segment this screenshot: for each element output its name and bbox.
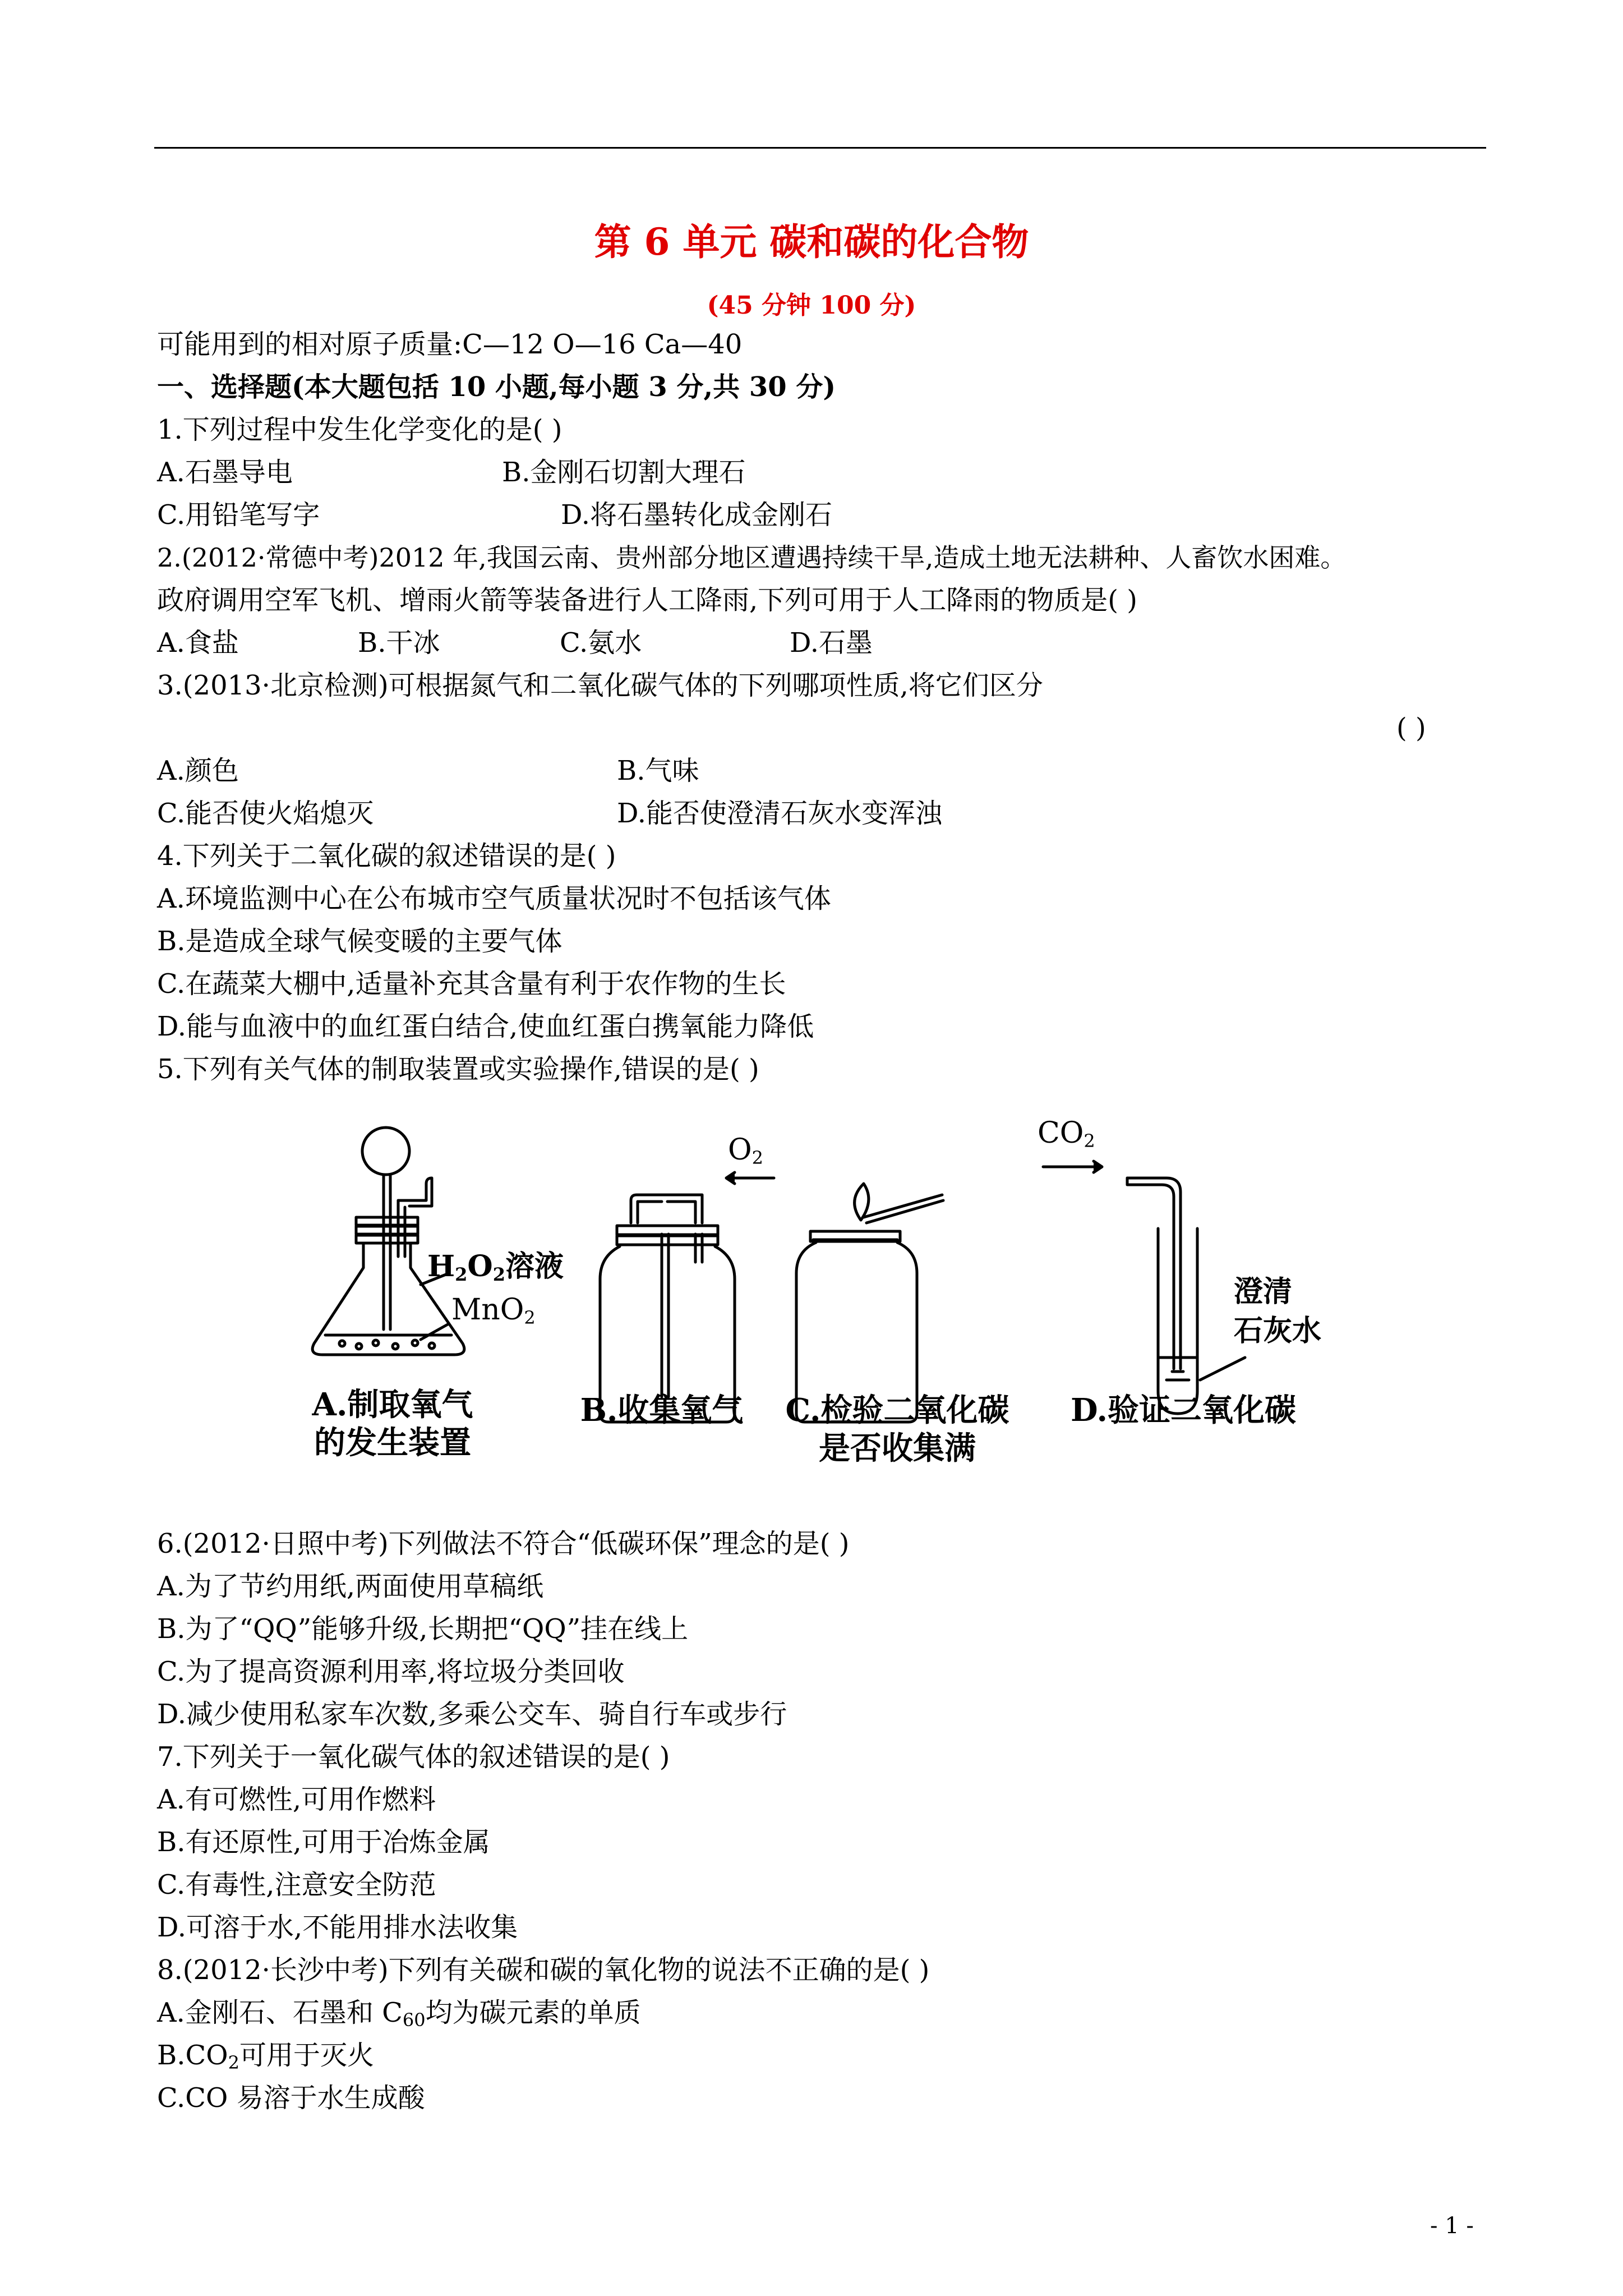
q2-option-a: A.食盐 [157, 627, 239, 659]
q3-option-b: B.气味 [617, 755, 699, 786]
section-heading: 一、选择题(本大题包括 10 小题,每小题 3 分,共 30 分) [157, 371, 836, 403]
q3-option-c: C.能否使火焰熄灭 [157, 798, 374, 829]
page-title: 第 6 单元 碳和碳的化合物 [594, 220, 1029, 264]
q4-option-d: D.能与血液中的血红蛋白结合,使血红蛋白携氧能力降低 [157, 1011, 814, 1042]
q3-answer-paren: ( ) [1396, 712, 1426, 744]
q2-line1: 2.(2012·常德中考)2012 年,我国云南、贵州部分地区遭遇持续干旱,造成土地无法耕种、人畜饮水困难。 [157, 542, 1347, 573]
q6-option-d: D.减少使用私家车次数,多乘公交车、骑自行车或步行 [157, 1699, 787, 1730]
q1-stem: 1.下列过程中发生化学变化的是( ) [157, 414, 562, 445]
header-rule [154, 147, 1486, 149]
q3-option-d: D.能否使澄清石灰水变浑浊 [617, 798, 943, 829]
q1-option-c: C.用铅笔写字 [157, 499, 320, 531]
q6-option-b: B.为了“QQ”能够升级,长期把“QQ”挂在线上 [157, 1613, 689, 1645]
limewater-label-2: 石灰水 [1234, 1314, 1322, 1348]
q2-line2: 政府调用空军飞机、增雨火箭等装备进行人工降雨,下列可用于人工降雨的物质是( ) [157, 585, 1137, 616]
q2-option-c: C.氨水 [560, 627, 642, 659]
caption-d: D.验证二氧化碳 [1070, 1392, 1297, 1429]
o2-label: $O_2$ [728, 1133, 763, 1168]
q7-stem: 7.下列关于一氧化碳气体的叙述错误的是( ) [157, 1741, 670, 1773]
co2-label: $CO_2$ [1038, 1116, 1095, 1152]
page-number: - 1 - [1430, 2213, 1474, 2239]
flask-apparatus [312, 1128, 464, 1355]
q7-option-b: B.有还原性,可用于冶炼金属 [157, 1826, 490, 1858]
q8-option-c: C.CO 易溶于水生成酸 [157, 2082, 425, 2114]
q1-option-b: B.金刚石切割大理石 [502, 457, 746, 488]
q7-option-d: D.可溶于水,不能用排水法收集 [157, 1912, 518, 1943]
h2o2-label: $H_2O_2$溶液 [427, 1249, 564, 1285]
q3-option-a: A.颜色 [157, 755, 239, 786]
caption-c: C.检验二氧化碳 是否收集满 [785, 1392, 1009, 1467]
q6-option-c: C.为了提高资源利用率,将垃圾分类回收 [157, 1656, 625, 1687]
q1-option-d: D.将石墨转化成金刚石 [561, 499, 833, 531]
test-tube-with-limewater [1043, 1161, 1245, 1414]
q8-option-b: $B.CO_2$可用于灭火 [157, 2040, 374, 2073]
collecting-bottle [600, 1172, 774, 1422]
q4-option-b: B.是造成全球气候变暖的主要气体 [157, 926, 562, 957]
q3-stem: 3.(2013·北京检测)可根据氮气和二氧化碳气体的下列哪项性质,将它们区分 [157, 670, 1043, 701]
q7-option-c: C.有毒性,注意安全防范 [157, 1869, 436, 1901]
atomic-mass-note: 可能用到的相对原子质量:C—12 O—16 Ca—40 [157, 329, 743, 360]
caption-a: A.制取氧气 的发生装置 [312, 1386, 473, 1461]
limewater-label-1: 澄清 [1234, 1274, 1293, 1309]
q5-stem: 5.下列有关气体的制取装置或实验操作,错误的是( ) [157, 1053, 759, 1085]
q7-option-a: A.有可燃性,可用作燃料 [157, 1784, 436, 1815]
q2-option-b: B.干冰 [358, 627, 440, 659]
q1-option-a: A.石墨导电 [157, 457, 293, 488]
q6-option-a: A.为了节约用纸,两面使用草稿纸 [157, 1571, 544, 1602]
q4-option-a: A.环境监测中心在公布城市空气质量状况时不包括该气体 [157, 883, 831, 914]
q8-stem: 8.(2012·长沙中考)下列有关碳和碳的氧化物的说法不正确的是( ) [157, 1954, 930, 1986]
q2-option-d: D.石墨 [790, 627, 873, 659]
page-subtitle: (45 分钟 100 分) [707, 291, 916, 320]
caption-b: B.收集氧气 [580, 1392, 744, 1429]
gas-jar-with-splint [796, 1184, 943, 1422]
q8-option-a: A.金刚石、石墨和 $C_{60}$均为碳元素的单质 [157, 1997, 641, 2031]
mno2-label: MnO$_2$ [451, 1293, 536, 1328]
q4-option-c: C.在蔬菜大棚中,适量补充其含量有利于农作物的生长 [157, 968, 786, 1000]
q4-stem: 4.下列关于二氧化碳的叙述错误的是( ) [157, 840, 616, 872]
q6-stem: 6.(2012·日照中考)下列做法不符合“低碳环保”理念的是( ) [157, 1528, 850, 1559]
apparatus-figure [280, 1116, 1346, 1487]
